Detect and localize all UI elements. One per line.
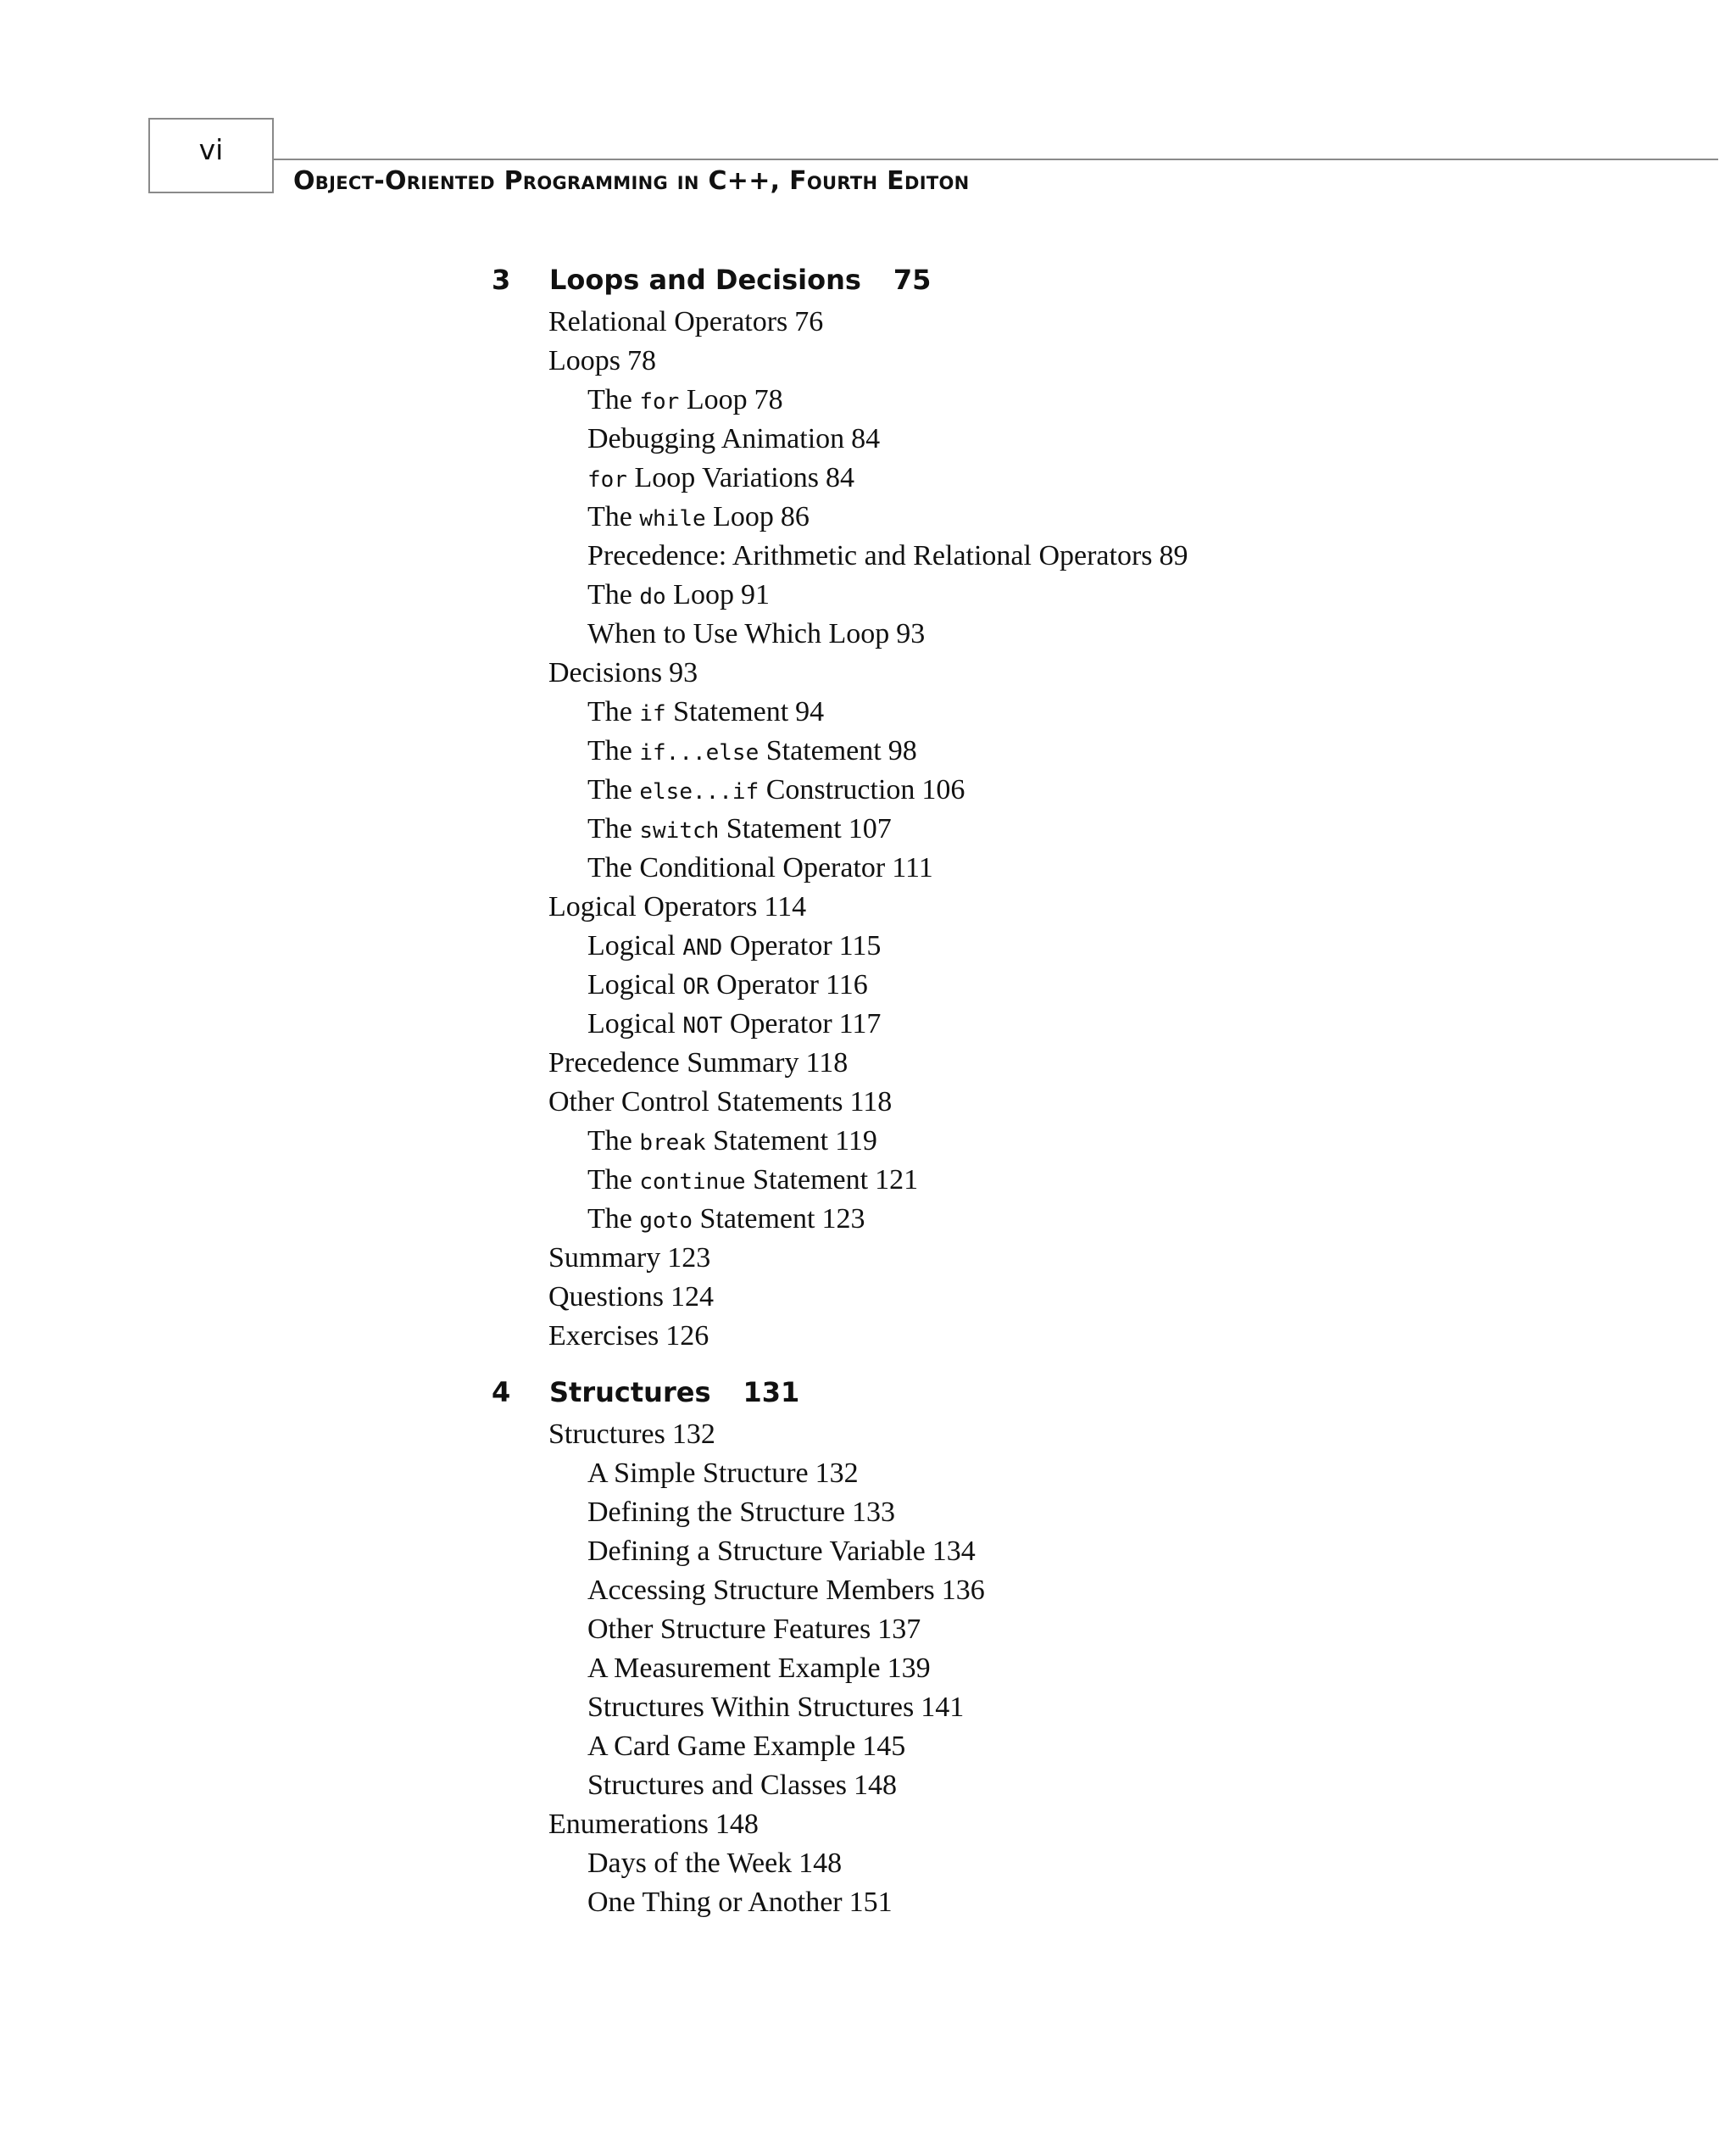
toc-entry-page: 134 [932, 1536, 976, 1567]
page-number-box [148, 118, 274, 193]
toc-entry-page: 98 [887, 735, 917, 766]
toc-entry-page: 126 [665, 1320, 709, 1352]
toc-entry-page: 132 [815, 1458, 859, 1489]
chapter-number: 4 [492, 1376, 511, 1408]
toc-entry-page: 145 [862, 1731, 906, 1762]
toc-entry-page: 133 [852, 1497, 896, 1528]
chapter-number: 3 [492, 264, 511, 296]
toc-entry-title: The goto Statement [587, 1203, 815, 1235]
toc-entry-page: 118 [805, 1047, 849, 1079]
toc-entry-page: 118 [849, 1086, 893, 1118]
toc-entry-title: The if...else Statement [587, 735, 882, 766]
header-rule [274, 159, 1718, 160]
toc-entry-title: Precedence: Arithmetic and Relational Operators [587, 540, 1153, 571]
toc-entry-title: Logical NOT Operator [587, 1008, 832, 1040]
toc-entry-page: 141 [921, 1692, 965, 1723]
toc-entry-title: Defining the Structure [587, 1497, 846, 1528]
toc-entry-title: The for Loop [587, 384, 748, 415]
code-keyword: if [639, 701, 666, 727]
toc-entry-page: 148 [798, 1848, 843, 1879]
toc-entry-page: 136 [941, 1575, 985, 1606]
toc-entry-page: 84 [851, 423, 881, 454]
toc-entry-page: 93 [669, 657, 698, 688]
toc-entry-title: The else...if Construction [587, 774, 915, 805]
toc-entry-page: 148 [715, 1809, 759, 1840]
chapter-title: Structures 131 [549, 1376, 800, 1408]
code-keyword: if...else [639, 740, 760, 766]
toc-entry-title: Other Structure Features [587, 1614, 871, 1645]
toc-entry-title: Accessing Structure Members [587, 1575, 935, 1606]
toc-entry-page: 121 [875, 1164, 919, 1196]
toc-entry-title: Relational Operators [548, 306, 788, 337]
toc-entry-title: When to Use Which Loop [587, 618, 890, 649]
toc-entry-title: Loops [548, 345, 620, 376]
page-number: vi [198, 133, 224, 166]
toc-entry-page: 107 [848, 813, 892, 844]
running-title: Object-Oriented Programming in C++, Fourth Editon [293, 166, 970, 196]
toc-entry-page: 94 [795, 696, 825, 727]
toc-entry-page: 89 [1159, 540, 1188, 571]
toc-entry-title: The switch Statement [587, 813, 842, 844]
toc-entry-page: 78 [754, 384, 783, 415]
toc-entry-title: A Measurement Example [587, 1653, 881, 1684]
toc-entry-page: 78 [627, 345, 656, 376]
toc-entry-page: 84 [825, 462, 854, 493]
toc-entry-title: for Loop Variations [587, 462, 819, 493]
toc-entry-page: 151 [849, 1887, 893, 1918]
toc-entry-title: Summary [548, 1242, 661, 1274]
code-keyword: switch [639, 818, 720, 844]
toc-entry-page: 106 [921, 774, 965, 805]
toc-entry-page: 137 [877, 1614, 921, 1645]
toc-entry-title: Questions [548, 1281, 664, 1313]
toc-entry-title: Debugging Animation [587, 423, 845, 454]
code-keyword: else...if [639, 779, 760, 805]
toc-entry-title: Logical Operators [548, 891, 758, 923]
toc-entry-title: A Card Game Example [587, 1731, 856, 1762]
toc-entry-title: The continue Statement [587, 1164, 869, 1196]
toc-entry-title: The Conditional Operator [587, 852, 886, 883]
toc-entry-page: 116 [825, 969, 868, 1001]
toc-entry-title: One Thing or Another [587, 1887, 843, 1918]
toc-entry-title: Enumerations [548, 1809, 709, 1840]
toc-entry-page: 76 [794, 306, 824, 337]
toc-entry-page: 111 [892, 852, 933, 883]
toc-entry-title: The while Loop [587, 501, 774, 532]
toc-entry-page: 115 [838, 930, 882, 962]
toc-entry-page: 119 [835, 1125, 877, 1157]
toc-entry-title: A Simple Structure [587, 1458, 809, 1489]
toc-entry-title: The if Statement [587, 696, 789, 727]
chapter-page: 131 [743, 1376, 800, 1408]
toc-entry-title: Structures and Classes [587, 1770, 847, 1801]
toc-entry-page: 124 [670, 1281, 714, 1313]
toc-entry-page: 148 [853, 1770, 897, 1801]
toc-entry-page: 93 [896, 618, 926, 649]
toc-entry-title: The break Statement [587, 1125, 829, 1157]
code-keyword: AND [682, 935, 723, 961]
code-keyword: do [639, 584, 666, 610]
toc-entry-page: 123 [667, 1242, 711, 1274]
toc-entry-title: Other Control Statements [548, 1086, 843, 1118]
toc-entry-title: Logical AND Operator [587, 930, 832, 962]
toc-entry-page: 114 [764, 891, 807, 923]
code-keyword: break [639, 1130, 706, 1156]
code-keyword: for [639, 389, 680, 415]
chapter-page: 75 [893, 264, 932, 296]
toc-entry-page: 132 [671, 1419, 715, 1450]
chapter-title: Loops and Decisions 75 [549, 264, 932, 296]
toc-entry-page: 91 [740, 579, 770, 610]
code-keyword: for [587, 467, 627, 493]
code-keyword: NOT [682, 1013, 723, 1039]
toc-entry-page: 139 [887, 1653, 931, 1684]
code-keyword: OR [682, 974, 709, 1000]
code-keyword: continue [639, 1169, 746, 1195]
toc-entry-page: 117 [838, 1008, 882, 1040]
toc-entry-title: Precedence Summary [548, 1047, 799, 1079]
toc-entry-title: Exercises [548, 1320, 659, 1352]
toc-entry-title: Structures Within Structures [587, 1692, 915, 1723]
toc-entry-page: 123 [821, 1203, 865, 1235]
toc-entry-page: 86 [780, 501, 810, 532]
toc-entry-title: Structures [548, 1419, 665, 1450]
toc-entry-title: Days of the Week [587, 1848, 793, 1879]
toc-entry-title: Decisions [548, 657, 663, 688]
toc-entry-title: The do Loop [587, 579, 734, 610]
toc-entry-title: Defining a Structure Variable [587, 1536, 926, 1567]
code-keyword: while [639, 506, 706, 532]
toc-entry-title: Logical OR Operator [587, 969, 819, 1001]
code-keyword: goto [639, 1208, 693, 1234]
